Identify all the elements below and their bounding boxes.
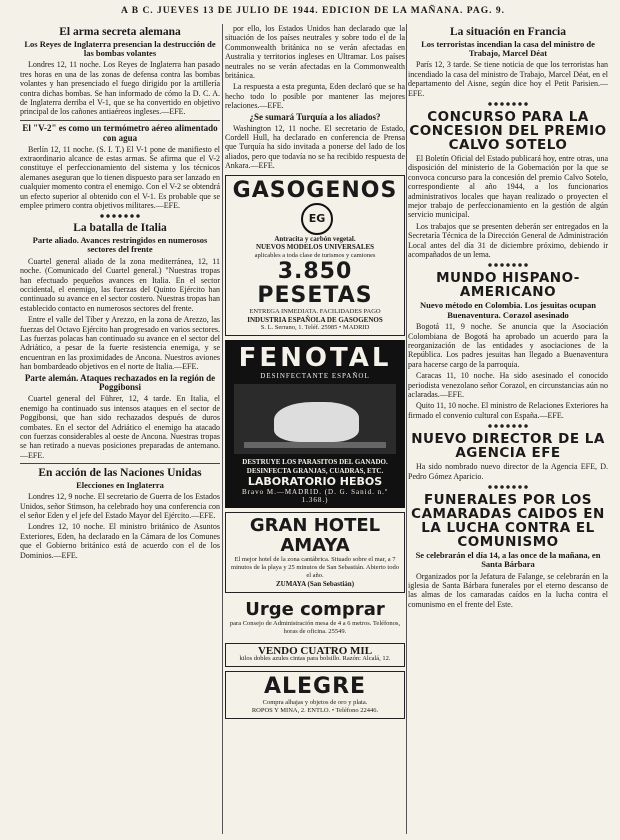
- headline-calvo-sotelo: CONCURSO PARA LA CONCESION DEL PREMIO CALVO SOTELO: [409, 108, 607, 153]
- article-paragraph: Caracas 11, 10 noche. Ha sido asesinado el conocido periodista venezolano señor Corazol, en circunstancias aún no aclaradas.—EFE.: [408, 371, 608, 399]
- ad-urge-comprar: [225, 597, 405, 639]
- ad-line: DESTRUYE LOS PARASITOS DEL GANADO. DESINFECTA GRANJAS, CUADRAS, ETC.: [242, 458, 388, 475]
- headline-united-nations: En acción de las Naciones Unidas: [38, 467, 202, 480]
- article-paragraph: Los trabajos que se presenten deberán ser entregados en la Secretaría Técnica de la Dirección General de Administración Local antes del día 31 de diciembre próximo, debiendo ir acompañados de un lema.: [408, 221, 608, 260]
- ad-tagline: DESINFECTANTE ESPAÑOL: [260, 372, 370, 381]
- headline-italy-battle: La batalla de Italia: [73, 222, 167, 235]
- article-paragraph: Entre el valle del Tíber y Arezzo, en la zona de Arezzo, las fuerzas del Octavo Ejército han progresado en varios sectores. Las fuerzas polacas han continuado su avance en el sector del Adriático, a pesar de la fuerte resistencia enemiga, y se encuentran en las proximidades de Ancona. Nuestros aviones han bombardeado objetivos en el norte de Italia.—EFE.: [20, 315, 220, 372]
- column-right: [408, 24, 608, 836]
- article-paragraph: Cuartel general aliado de la zona mediterránea, 12, 11 noche. (Comunicado del Cuartel general.) "Nuestras tropas han efectuado pequeños avances en Italia. En el sector occidental, el enemigo, las fuerzas del Quinto Ejército han continuado su avance en el sector costero. Nuestras tropas han establecido contacto en numerosos sectores del frente.: [20, 256, 220, 313]
- ornament-divider: [488, 484, 528, 490]
- cow-illustration: [234, 384, 396, 454]
- article-paragraph: Bogotá 11, 9 noche. Se anuncia que la Asociación Colombiana de Bogotá ha aprobado un acuerdo para la reorganización de las entidades y asociaciones de la República. Los padres jesuitas han llegado a Buenaventura para hacerse cargo de la parroquia.: [408, 322, 608, 369]
- subheadline: Nuevo método en Colombia. Los jesuitas ocupan Buenaventura. Corazol asesinado: [420, 300, 596, 320]
- ad-line: aplicables a toda clase de turismos y camiones: [254, 251, 376, 259]
- ad-line: Antracita y carbón vegetal.: [274, 234, 356, 243]
- ad-line: El mejor hotel de la zona cantábrica. Situado sobre el mar, a 7 minutos de la playa y 25 minutos de San Sebastián. Abierto todo el año.: [231, 556, 399, 580]
- headline-agencia-efe: NUEVO DIRECTOR DE LA AGENCIA EFE: [411, 431, 605, 462]
- subheadline: Elecciones en Inglaterra: [76, 479, 164, 490]
- column-middle: [225, 24, 405, 836]
- article-paragraph: La respuesta a esta pregunta, Eden declaró que se ha hecho todo lo posible por mantener las mejores relaciones.—EFE.: [225, 82, 405, 111]
- article-paragraph: Cuartel general del Führer, 12, 4 tarde. En Italia, el enemigo ha continuado sus intensos ataques en el sector de Poggibonsi, que han sido rechazados después de duros combates. En el sector del Adriático el enemigo ha atacado con fuerzas considerables al oeste de Ancona. Nuestras tropas se han retirado a nuevas posiciones preparadas de antemano.—EFE.: [20, 394, 220, 460]
- subheadline: Los terroristas incendian la casa del ministro de Trabajo, Marcel Déat: [421, 38, 595, 58]
- ad-line: ROPOS Y MINA, 2. ENTLO. • Teléfono 22446.: [251, 707, 379, 715]
- ground: [244, 442, 386, 448]
- headline-turkey: ¿Se sumará Turquía a los aliados?: [249, 111, 381, 122]
- ad-line: ENTREGA INMEDIATA. FACILIDADES PAGO: [249, 307, 381, 315]
- headline-v2: El "V-2" es como un termómetro aéreo alimentado con agua: [22, 122, 218, 143]
- article-paragraph: Londres 12, 11 noche. Los Reyes de Inglaterra han pasado tres horas en una de las zonas de defensa contra las bombas volantes y han presenciado el fuego dirigido por la artillería contra dichas bombas. Se han informado de cómo la D. C. A. de Inglaterra derriba el V-1, que se ha convertido en objetivo principal de los cañones antiaéreos ingleses.—EFE.: [20, 60, 220, 117]
- article-paragraph: El Boletín Oficial del Estado publicará hoy, entre otras, una disposición del ministerio de la Gobernación por la que se convoca concurso para la concesión del premio Calvo Sotelo, correspondiente al año 1944, a los funcionarios administrativos locales que hayan realizado o proyecten el mejor trabajo de perfeccionamiento en la gestión de algún servicio municipal.: [408, 153, 608, 220]
- ad-title: VENDO CUATRO MIL: [257, 644, 373, 657]
- headline-hispano-americano: MUNDO HISPANO-AMERICANO: [436, 270, 580, 301]
- headline-german-report: Parte alemán. Ataques rechazados en la región de Poggibonsi: [24, 372, 216, 393]
- ad-gasogenos: [225, 175, 405, 337]
- headline-france: La situación en Francia: [450, 26, 566, 38]
- eg-logo: EG: [301, 203, 333, 235]
- article-paragraph: Londres 12, 10 noche. El ministro británico de Asuntos Exteriores, Eden, ha declarado en la Cámara de los Comunes que el Gobierno británico está de acuerdo con el de los Dominios.—EFE.: [20, 522, 220, 560]
- headline-funerales: FUNERALES POR LOS CAMARADAS CAIDOS EN LA LUCHA CONTRA EL COMUNISMO: [411, 491, 605, 550]
- ad-line: Bravo M.—MADRID. (D. G. Sanid. n.º 1.368.): [241, 488, 389, 505]
- headline-secret-weapon: El arma secreta alemana: [59, 26, 181, 38]
- article-paragraph: Berlín 12, 11 noche. (S. I. T.) El V-1 pone de manifiesto el extraordinario alcance de estas armas. Se afirma que el V-2 constituye el perfeccionamiento del sistema y los técnicos alemanes aseguran que lo tienen dispuesto para ser lanzado en cualquier momento contra el enemigo. Con el V-2 se obtendrá un efecto superior al obtenido con el V-1. Es probable que se emplee primero contra objetivos militares.—EFE.: [20, 144, 220, 210]
- article-paragraph: Organizados por la Jefatura de Falange, se celebrarán en la iglesia de Santa Bárbara funerales por el eterno descanso de las almas de los camaradas caídos en la lucha contra el comunismo en el frente del Este.: [408, 571, 608, 609]
- article-paragraph: Washington 12, 11 noche. El secretario de Estado, Cordell Hull, ha declarado en conferencia de Prensa que Turquía ha sido invitada a ponerse del lado de los aliados, pero que todavía no se ha recibido respuesta de Ankara.—EFE.: [225, 123, 405, 171]
- ad-fenotal: [225, 340, 405, 508]
- ad-line: LABORATORIO HEBOS: [247, 475, 383, 489]
- divider: [20, 463, 220, 464]
- ad-title: Urge comprar: [245, 598, 385, 620]
- article-paragraph: Ha sido nombrado nuevo director de la Agencia EFE, D. Pedro Gómez Aparicio.: [408, 462, 608, 481]
- ad-alegre: [225, 671, 405, 719]
- page-header: A B C. JUEVES 13 DE JULIO DE 1944. EDICION DE LA MAÑANA. PAG. 9.: [121, 6, 505, 16]
- column-rule: [222, 24, 223, 834]
- ornament-divider: [488, 262, 528, 268]
- column-rule: [406, 24, 407, 834]
- ad-title: GRAN HOTEL AMAYA: [249, 515, 381, 557]
- ad-line: kilos dobles azules cintas para bolsillo. Razón: Alcalá, 12.: [239, 655, 391, 663]
- ad-vendo: [225, 643, 405, 668]
- subheadline: Los Reyes de Inglaterra presencian la destrucción de las bombas volantes: [24, 38, 216, 58]
- ad-brand: GASOGENOS: [232, 177, 398, 203]
- ornament-divider: [100, 213, 140, 219]
- divider: [20, 120, 220, 121]
- ad-line: INDUSTRIA ESPAÑOLA DE GASOGENOS: [247, 315, 383, 324]
- cow-icon: [274, 402, 359, 442]
- ad-price: 3.850 PESETAS: [257, 258, 373, 308]
- ad-line: ZUMAYA (San Sebastián): [275, 580, 355, 589]
- article-paragraph: Londres 12, 9 noche. El secretario de Guerra de los Estados Unidos, señor Stimson, ha celebrado hoy una conferencia con el señor Eden y el jefe del Estado Mayor del Ejército.—EFE.: [20, 492, 220, 521]
- ad-line: para Consejo de Administración mesa de 4 a 6 metros. Teléfonos, horas de oficina. 25549.: [229, 619, 401, 635]
- subheadline: Se celebrarán el día 14, a las once de la mañana, en Santa Bárbara: [415, 549, 601, 570]
- ad-line: S. L. Serrano, 1. Teléf. 25985 • MADRID: [260, 324, 370, 332]
- ad-hotel-amaya: [225, 512, 405, 593]
- ornament-divider: [488, 423, 528, 429]
- article-paragraph: por ello, los Estados Unidos han declarado que la situación de los países neutrales y sobre todo el de la Commonwealth británica no se verán afectadas en Australia y territorios ingleses en Ultramar. Los países neutrales no se verán afectadas en la Commonwealth británica.: [225, 24, 405, 81]
- subheadline: Parte aliado. Avances restringidos en numerosos sectores del frente: [32, 235, 208, 255]
- article-paragraph: Quito 11, 10 noche. El ministro de Relaciones Exteriores ha firmado el convenio cultural con España.—EFE.: [408, 401, 608, 420]
- ad-line: NUEVOS MODELOS UNIVERSALES: [255, 243, 375, 252]
- ad-brand: FENOTAL: [238, 343, 392, 374]
- column-left: [20, 24, 220, 836]
- article-paragraph: París 12, 3 tarde. Se tiene noticia de que los terroristas han incendiado la casa del ministro de Trabajo, Marcel Déat, en el departamento del Aisne, según dice hoy el Petit Parisien.—EFE.: [408, 60, 608, 98]
- ad-line: Compra alhajas y objetos de oro y plata.: [262, 699, 368, 707]
- ornament-divider: [488, 101, 528, 107]
- ad-title: ALEGRE: [263, 674, 367, 700]
